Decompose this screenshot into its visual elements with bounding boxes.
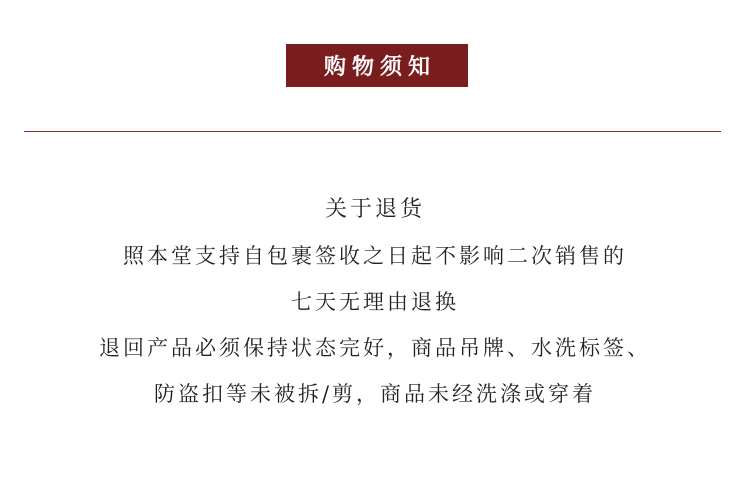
- notice-title-badge: [286, 44, 468, 87]
- policy-line-2: 七天无理由退换: [291, 290, 459, 314]
- notice-title: 购物须知: [323, 55, 436, 80]
- policy-line-4: 防盗扣等未被拆/剪，商品未经洗涤或穿着: [153, 382, 597, 406]
- return-policy-section: [0, 196, 750, 426]
- policy-line-1: 照本堂支持自包裹签收之日起不影响二次销售的: [123, 244, 627, 268]
- return-policy-heading: 关于退货: [324, 197, 425, 222]
- section-divider: [24, 131, 721, 132]
- policy-line-3: 退回产品必须保持状态完好，商品吊牌、水洗标签、: [99, 336, 651, 360]
